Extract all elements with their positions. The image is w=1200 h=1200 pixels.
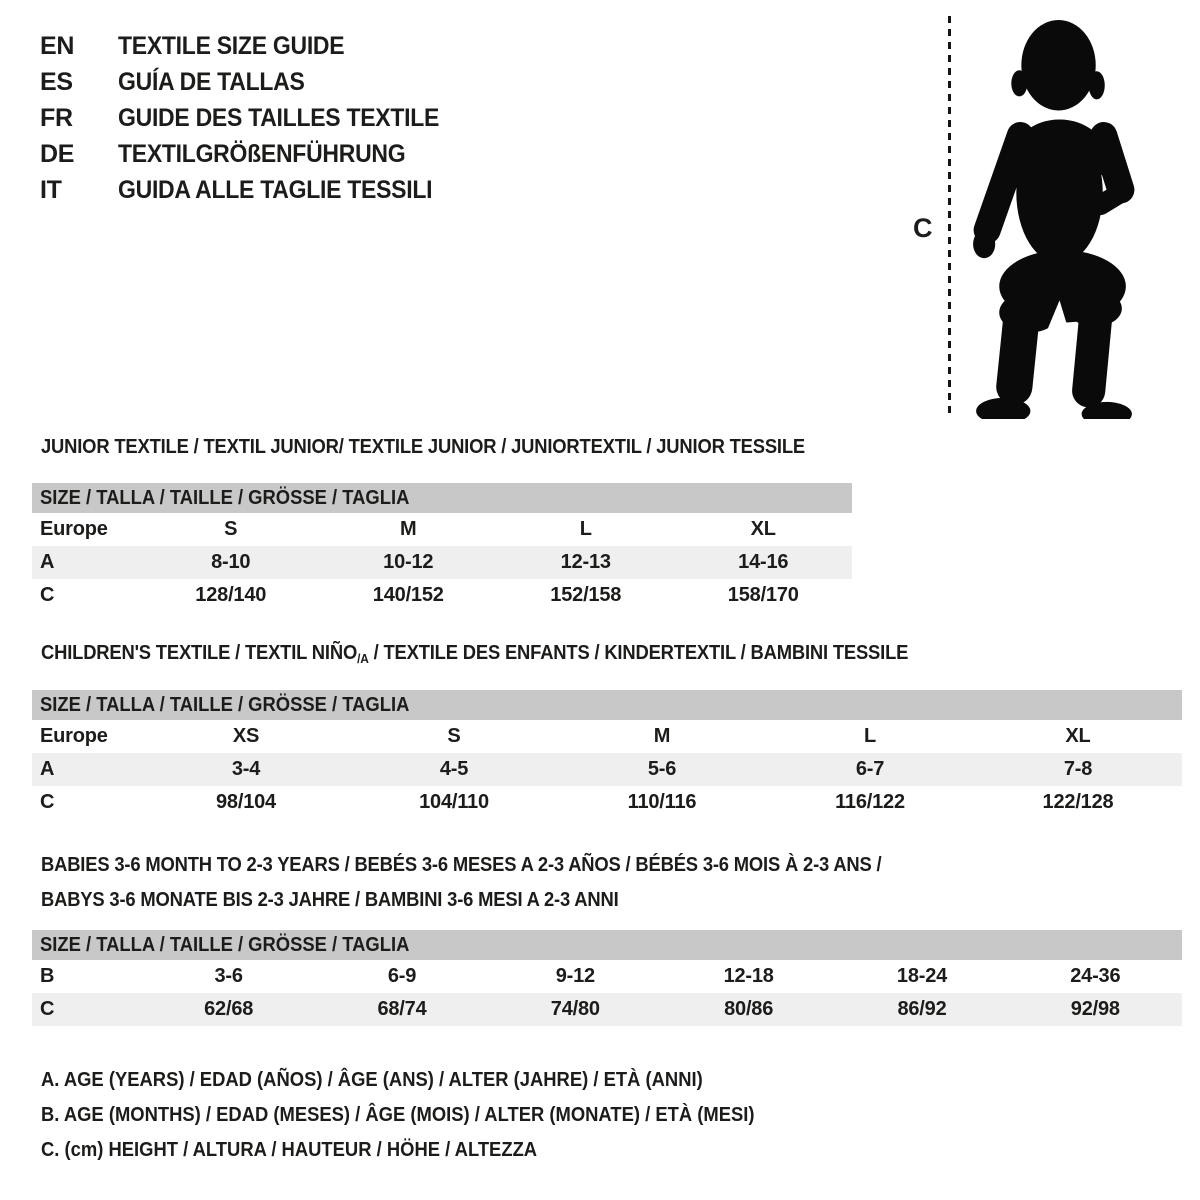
babies-section-title <box>41 848 955 918</box>
height-measure-dashed-line <box>948 16 951 416</box>
table-cell: 14-16 <box>738 551 789 573</box>
language-title: GUÍA DE TALLAS <box>118 67 305 96</box>
table-cell: 68/74 <box>377 998 427 1020</box>
row-label: C <box>40 998 55 1020</box>
table-row-europe <box>32 513 852 546</box>
table-row-age-months <box>32 960 1182 993</box>
babies-title-line1: BABIES 3-6 MONTH TO 2-3 YEARS / BEBÉS 3-6 MESES A 2-3 AÑOS / BÉBÉS 3-6 MOIS À 2-3 ANS / <box>41 854 882 876</box>
language-title: GUIDE DES TAILLES TEXTILE <box>118 103 440 132</box>
row-label: B <box>40 965 55 987</box>
language-code: ES <box>40 67 73 96</box>
row-label: A <box>40 551 55 573</box>
row-label: C <box>40 791 55 813</box>
table-cell: 116/122 <box>835 791 905 813</box>
legend-text: B. AGE (MONTHS) / EDAD (MESES) / ÂGE (MOIS) / ALTER (MONATE) / ETÀ (MESI) <box>41 1104 755 1126</box>
table-cell: 80/86 <box>724 998 774 1020</box>
row-label: Europe <box>40 725 108 747</box>
babies-size-table <box>32 930 1182 1026</box>
legend-block <box>41 1063 817 1168</box>
children-section-title <box>41 642 984 666</box>
table-cell: 10-12 <box>383 551 434 573</box>
language-title: TEXTILE SIZE GUIDE <box>118 31 345 60</box>
language-row-it <box>40 172 467 208</box>
height-measure-label: C <box>913 213 933 243</box>
table-row-height <box>32 579 852 612</box>
junior-size-table <box>32 483 852 612</box>
language-code: EN <box>40 31 75 60</box>
language-code: FR <box>40 103 73 132</box>
children-size-table <box>32 690 1182 819</box>
table-cell: 152/158 <box>550 584 622 606</box>
table-cell: 3-4 <box>231 758 261 780</box>
table-cell: 8-10 <box>211 551 251 573</box>
title-part: / TEXTILE DES ENFANTS / KINDERTEXTIL / BAMBINI TESSILE <box>368 642 909 664</box>
language-row-fr <box>40 100 467 136</box>
table-cell: 92/98 <box>1070 998 1120 1020</box>
table-cell: M <box>400 518 417 540</box>
size-header-text: SIZE / TALLA / TAILLE / GRÖSSE / TAGLIA <box>40 694 410 716</box>
title-subscript: /A <box>357 651 369 666</box>
legend-line-a <box>41 1063 817 1098</box>
table-cell: 18-24 <box>896 965 948 987</box>
size-header-bar <box>32 690 1182 720</box>
table-cell: 86/92 <box>897 998 947 1020</box>
language-row-de <box>40 136 467 172</box>
table-cell: 110/116 <box>627 791 697 813</box>
table-cell: 6-9 <box>387 965 417 987</box>
table-cell: L <box>863 725 877 747</box>
row-label: C <box>40 584 55 606</box>
junior-section-title-text: JUNIOR TEXTILE / TEXTIL JUNIOR/ TEXTILE JUNIOR / JUNIORTEXTIL / JUNIOR TESSILE <box>41 436 806 458</box>
table-cell: 98/104 <box>216 791 276 813</box>
table-cell: 128/140 <box>195 584 267 606</box>
table-cell: XS <box>232 725 260 747</box>
table-cell: S <box>447 725 461 747</box>
toddler-silhouette-icon <box>965 17 1140 419</box>
table-cell: 158/170 <box>727 584 799 606</box>
table-row-europe <box>32 720 1182 753</box>
row-label: A <box>40 758 55 780</box>
table-cell: XL <box>1065 725 1091 747</box>
language-title-block <box>40 28 467 208</box>
table-cell: 12-13 <box>560 551 611 573</box>
language-title: TEXTILGRÖßENFÜHRUNG <box>118 139 406 168</box>
table-row-height <box>32 993 1182 1026</box>
junior-section-title <box>41 436 871 459</box>
language-row-en <box>40 28 467 64</box>
table-cell: 12-18 <box>723 965 774 987</box>
children-section-title-text <box>41 642 908 666</box>
table-row-age <box>32 546 852 579</box>
size-header-bar <box>32 930 1182 960</box>
table-cell: 9-12 <box>555 965 595 987</box>
language-code: IT <box>40 175 62 204</box>
legend-line-c <box>41 1133 817 1168</box>
table-cell: S <box>224 518 238 540</box>
legend-text: C. (cm) HEIGHT / ALTURA / HAUTEUR / HÖHE / ALTEZZA <box>41 1139 538 1161</box>
table-cell: 5-6 <box>647 758 677 780</box>
legend-line-b <box>41 1098 817 1133</box>
legend-text: A. AGE (YEARS) / EDAD (AÑOS) / ÂGE (ANS) / ALTER (JAHRE) / ETÀ (ANNI) <box>41 1069 703 1091</box>
table-cell: M <box>653 725 671 747</box>
size-header-text: SIZE / TALLA / TAILLE / GRÖSSE / TAGLIA <box>40 487 410 509</box>
table-row-age <box>32 753 1182 786</box>
table-cell: 4-5 <box>439 758 469 780</box>
language-code: DE <box>40 139 75 168</box>
language-row-es <box>40 64 467 100</box>
language-title: GUIDA ALLE TAGLIE TESSILI <box>118 175 433 204</box>
table-cell: 24-36 <box>1070 965 1121 987</box>
table-cell: 74/80 <box>550 998 600 1020</box>
size-header-bar <box>32 483 852 513</box>
table-cell: 3-6 <box>214 965 243 987</box>
table-cell: 122/128 <box>1042 791 1114 813</box>
table-cell: 104/110 <box>419 791 489 813</box>
table-cell: 140/152 <box>372 584 444 606</box>
table-cell: 7-8 <box>1063 758 1093 780</box>
row-label: Europe <box>40 518 108 540</box>
table-cell: 62/68 <box>204 998 254 1020</box>
babies-title-line2: BABYS 3-6 MONATE BIS 2-3 JAHRE / BAMBINI 3-6 MESI A 2-3 ANNI <box>41 889 619 911</box>
title-part: CHILDREN'S TEXTILE / TEXTIL NIÑO <box>41 642 358 664</box>
size-header-text: SIZE / TALLA / TAILLE / GRÖSSE / TAGLIA <box>40 934 410 956</box>
table-row-height <box>32 786 1182 819</box>
table-cell: L <box>579 518 592 540</box>
table-cell: XL <box>750 518 776 540</box>
table-cell: 6-7 <box>855 758 885 780</box>
